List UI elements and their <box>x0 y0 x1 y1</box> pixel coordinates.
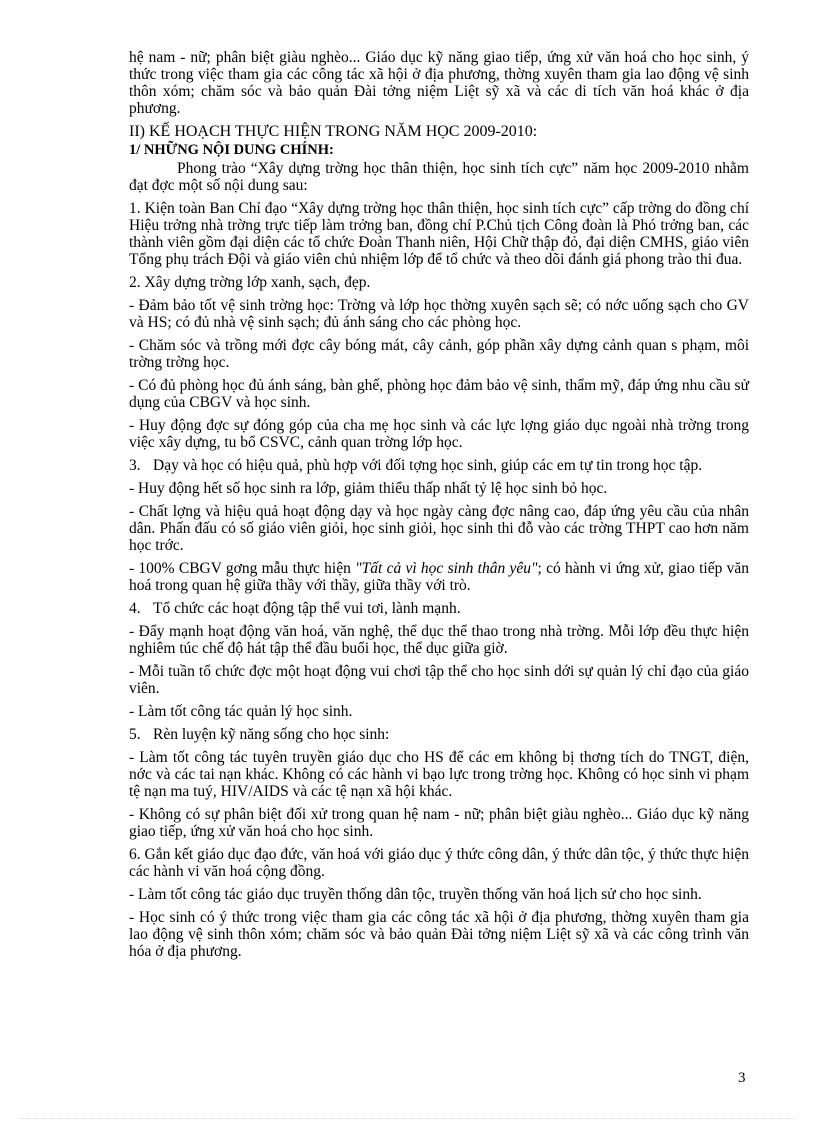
bullet-text: - 100% CBGV gơng mẫu thực hiện <box>129 560 356 577</box>
bullet-item: - Không có sự phân biệt đối xử trong quan hệ nam - nữ; phân biệt giàu nghèo... Giáo dục kỹ năng giao tiếp, ứng xử văn hoá cho học sinh. <box>129 806 749 840</box>
bullet-item: - Mỗi tuần tổ chức đợc một hoạt động vui chơi tập thể cho học sinh dới sự quản lý chỉ đạo của giáo viên. <box>129 663 749 697</box>
bullet-item: - Đảm bảo tốt vệ sinh trờng học: Trờng và lớp học thờng xuyên sạch sẽ; có nớc uống sạch cho GV và HS; có đủ nhà vệ sinh sạch; đủ ánh sáng cho các phòng học. <box>129 297 749 331</box>
numbered-item <box>129 600 749 617</box>
bullet-item <box>129 560 749 594</box>
intro-paragraph: Phong trào “Xây dựng trờng học thân thiện, học sinh tích cực” năm học 2009-2010 nhằm đạt đợc một số nội dung sau: <box>129 160 749 194</box>
item-text: Rèn luyện kỹ năng sống cho học sinh: <box>153 726 390 743</box>
item-text: Dạy và học có hiệu quả, phù hợp với đối tợng học sinh, giúp các em tự tin trong học tập. <box>153 457 703 474</box>
numbered-item: 2. Xây dựng trờng lớp xanh, sạch, đẹp. <box>129 274 371 291</box>
numbered-item <box>129 457 749 474</box>
section-heading: II) KẾ HOẠCH THỰC HIỆN TRONG NĂM HỌC 2009-2010: <box>129 123 538 140</box>
subsection-heading: 1/ NHỮNG NỘI DUNG CHÍNH: <box>129 142 334 158</box>
page-edge-divider <box>20 1118 796 1119</box>
numbered-item: 6. Gắn kết giáo dục đạo đức, văn hoá với giáo dục ý thức công dân, ý thức dân tộc, ý thức thực hiện các hành vi văn hoá cộng đồng. <box>129 846 749 880</box>
document-body <box>129 49 749 960</box>
bullet-item: - Làm tốt công tác giáo dục truyền thống dân tộc, truyền thống văn hoá lịch sử cho học sinh. <box>129 886 702 903</box>
bullet-item: - Làm tốt công tác quản lý học sinh. <box>129 703 353 720</box>
bullet-item: - Chăm sóc và trồng mới đợc cây bóng mát, cây cảnh, góp phần xây dựng cảnh quan s phạm, môi trờng trờng học. <box>129 337 749 371</box>
item-number: 5. <box>129 726 141 743</box>
bullet-text: ; có hành vi ứng xử, giao tiếp văn hoá trong quan hệ giữa thầy với thầy, giữa thầy với trò. <box>129 560 749 594</box>
slogan-quote: "Tất cả vì học sinh thân yêu" <box>355 560 538 577</box>
numbered-item <box>129 726 749 743</box>
bullet-item: - Làm tốt công tác tuyên truyền giáo dục cho HS để các em không bị thơng tích do TNGT, điện, nớc và các tai nạn khác. Không có các hành vi bạo lực trong trờng học. Không có học sinh vi phạm tệ nạn ma tuý, HIV/AIDS và các tệ nạn xã hội khác. <box>129 749 749 800</box>
bullet-item: - Chất lợng và hiệu quả hoạt động dạy và học ngày càng đợc nâng cao, đáp ứng yêu cầu của nhân dân. Phấn đấu có số giáo viên giỏi, học sinh giỏi, học sinh thi đỗ vào các trờng THPT cao hơn năm học trớc. <box>129 503 749 554</box>
numbered-item: 1. Kiện toàn Ban Chỉ đạo “Xây dựng trờng học thân thiện, học sinh tích cực” cấp trờng do đồng chí Hiệu trởng nhà trờng trực tiếp làm trởng ban, đồng chí P.Chủ tịch Công đoàn là Phó trởng ban, các thành viên gồm đại diện các tổ chức Đoàn Thanh niên, Hội Chữ thập đỏ, đại diện CMHS, giáo viên Tổng phụ trách Đội và giáo viên chủ nhiệm lớp để tổ chức và theo dõi đánh giá phong trào thi đua. <box>129 200 749 268</box>
item-number: 3. <box>129 457 141 474</box>
bullet-item: - Đẩy mạnh hoạt động văn hoá, văn nghệ, thể dục thể thao trong nhà trờng. Mỗi lớp đều thực hiện nghiêm túc chế độ hát tập thể đầu buổi học, thể dục giữa giờ. <box>129 623 749 657</box>
bullet-item: - Huy động hết số học sinh ra lớp, giảm thiểu thấp nhất tỷ lệ học sinh bỏ học. <box>129 480 608 497</box>
bullet-item: - Có đủ phòng học đủ ánh sáng, bàn ghế, phòng học đảm bảo vệ sinh, thẩm mỹ, đáp ứng nhu cầu sử dụng của CBGV và học sinh. <box>129 377 749 411</box>
paragraph: hệ nam - nữ; phân biệt giàu nghèo... Giáo dục kỹ năng giao tiếp, ứng xử văn hoá cho học sinh, ý thức trong việc tham gia các công tác xã hội ở địa phương, thờng xuyên tham gia lao động vệ sinh thôn xóm; chăm sóc và bảo quản Đài tởng niệm Liệt sỹ xã và các di tích văn hoá khác ở địa phương. <box>129 49 749 117</box>
item-text: Tổ chức các hoạt động tập thể vui tơi, lành mạnh. <box>153 600 461 617</box>
page-number: 3 <box>738 1070 746 1086</box>
item-number: 4. <box>129 600 141 617</box>
bullet-item: - Học sinh có ý thức trong việc tham gia các công tác xã hội ở địa phương, thờng xuyên tham gia lao động vệ sinh thôn xóm; chăm sóc và bảo quản Đài tởng niệm Liệt sỹ xã và các công trình văn hóa ở địa phương. <box>129 909 749 960</box>
bullet-item: - Huy động đợc sự đóng góp của cha mẹ học sinh và các lực lợng giáo dục ngoài nhà trờng trong việc xây dựng, tu bổ CSVC, cảnh quan trờng lớp học. <box>129 417 749 451</box>
